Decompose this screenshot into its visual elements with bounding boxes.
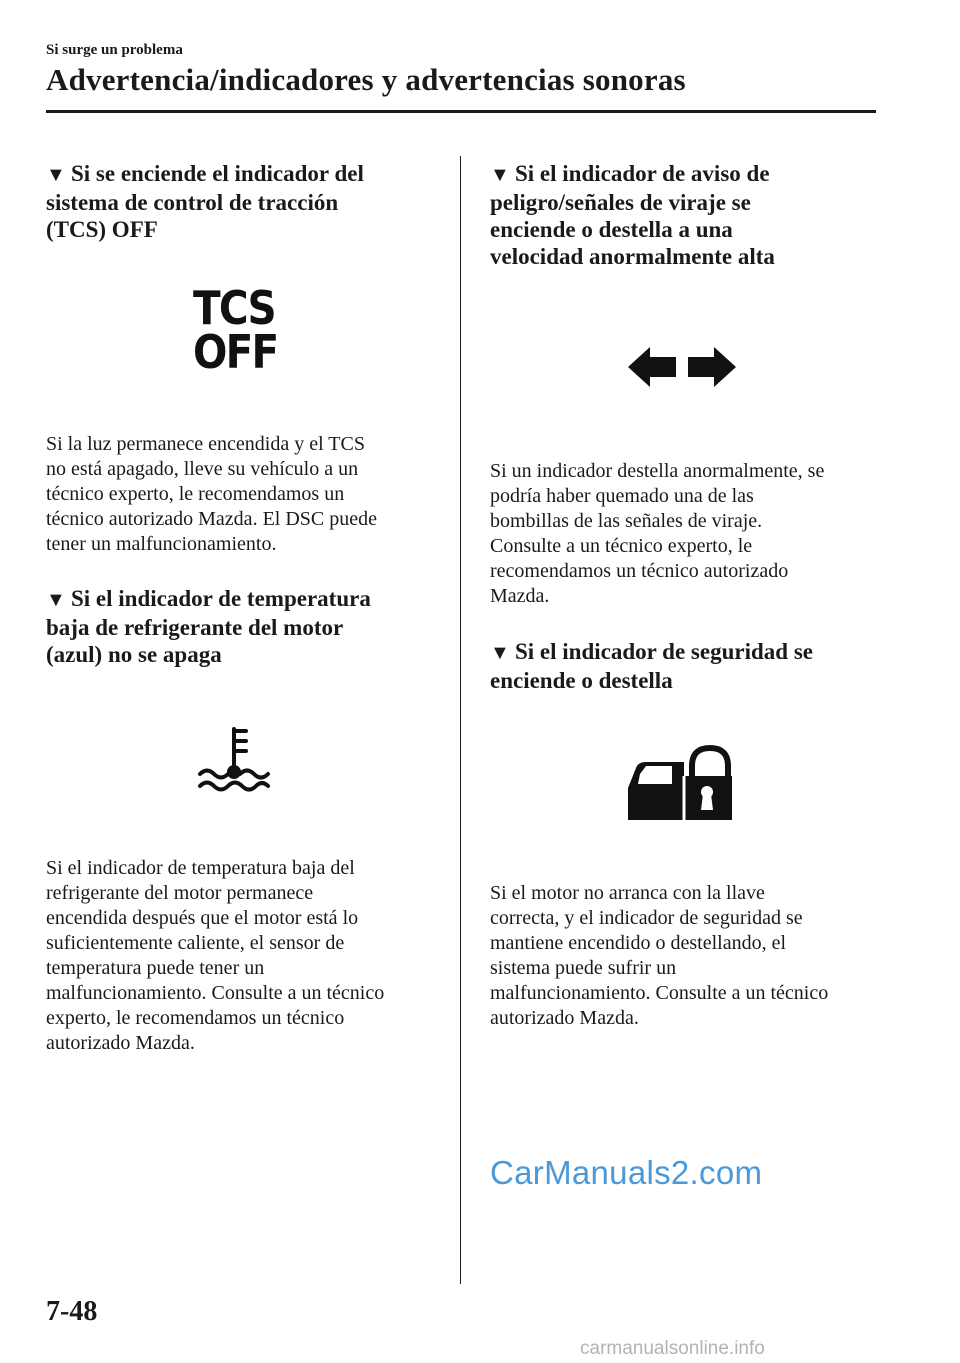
- paragraph-low-coolant-temperature: [46, 856, 384, 1056]
- paragraph-line: Si un indicador destella anormalmente, se: [490, 460, 825, 482]
- watermark-carmanuals2: CarManuals2.com: [490, 1154, 763, 1191]
- paragraph-line: técnico autorizado Mazda. El DSC puede: [46, 508, 377, 530]
- paragraph-line: experto, le recomendamos un técnico: [46, 1007, 345, 1029]
- paragraph-security-indicator: [490, 881, 828, 1031]
- paragraph-line: Si el indicador de temperatura baja del: [46, 857, 355, 879]
- paragraph-line: no está apagado, lleve su vehículo a un: [46, 458, 359, 480]
- heading-tcs-off: [46, 160, 364, 243]
- paragraph-line: Si la luz permanece encendida y el TCS: [46, 433, 365, 455]
- triangle-bullet-icon: ▼: [46, 164, 66, 186]
- heading-turn-signals: [490, 160, 775, 270]
- paragraph-line: Consulte a un técnico experto, le: [490, 535, 753, 557]
- paragraph-tcs-off: [46, 432, 377, 557]
- column-divider: [460, 156, 461, 1284]
- heading-line: enciende o destella a una: [490, 217, 733, 242]
- heading-line: peligro/señales de viraje se: [490, 190, 751, 215]
- chapter-label: Si surge un problema: [46, 42, 183, 58]
- paragraph-line: sistema puede sufrir un: [490, 957, 677, 979]
- section-title: Advertencia/indicadores y advertencias sonoras: [46, 62, 686, 97]
- paragraph-line: temperatura puede tener un: [46, 957, 265, 979]
- paragraph-line: mantiene encendido o destellando, el: [490, 932, 787, 954]
- paragraph-line: técnico experto, le recomendamos un: [46, 483, 345, 505]
- paragraph-line: recomendamos un técnico autorizado: [490, 560, 789, 582]
- triangle-bullet-icon: ▼: [490, 642, 510, 664]
- paragraph-line: malfuncionamiento. Consulte a un técnico: [46, 982, 385, 1004]
- heading-line: sistema de control de tracción: [46, 190, 339, 215]
- paragraph-line: encendida después que el motor está lo: [46, 907, 359, 929]
- paragraph-line: Si el motor no arranca con la llave: [490, 882, 765, 904]
- heading-security-indicator: [490, 638, 813, 694]
- heading-line: Si el indicador de aviso de: [515, 161, 770, 186]
- paragraph-line: correcta, y el indicador de seguridad se: [490, 907, 803, 929]
- heading-line: Si se enciende el indicador del: [71, 161, 364, 186]
- low-coolant-temperature-icon: [196, 724, 272, 794]
- paragraph-line: refrigerante del motor permanece: [46, 882, 314, 904]
- off-icon-text: OFF: [193, 325, 278, 379]
- triangle-bullet-icon: ▼: [490, 164, 510, 186]
- page-number: 7-48: [46, 1296, 98, 1327]
- heading-line: baja de refrigerante del motor: [46, 615, 344, 640]
- tcs-off-icon: [193, 281, 278, 380]
- triangle-bullet-icon: ▼: [46, 589, 66, 611]
- paragraph-line: bombillas de las señales de viraje.: [490, 510, 763, 532]
- heading-line: enciende o destella: [490, 668, 673, 693]
- heading-line: (TCS) OFF: [46, 217, 158, 242]
- heading-low-coolant-temperature: [46, 585, 371, 668]
- security-lock-icon: [626, 744, 732, 822]
- watermark-carmanualsonline: carmanualsonline.info: [580, 1338, 765, 1359]
- heading-line: Si el indicador de seguridad se: [515, 639, 813, 664]
- heading-line: Si el indicador de temperatura: [71, 586, 371, 611]
- paragraph-turn-signals: [490, 459, 824, 609]
- paragraph-line: tener un malfuncionamiento.: [46, 533, 277, 555]
- heading-line: velocidad anormalmente alta: [490, 244, 775, 269]
- paragraph-line: autorizado Mazda.: [46, 1032, 195, 1054]
- paragraph-line: autorizado Mazda.: [490, 1007, 639, 1029]
- paragraph-line: podría haber quemado una de las: [490, 485, 754, 507]
- tcs-icon-text: TCS: [193, 281, 275, 335]
- paragraph-line: Mazda.: [490, 585, 550, 607]
- header-rule: [46, 110, 876, 113]
- turn-signal-arrows-icon: [626, 344, 738, 390]
- paragraph-line: malfuncionamiento. Consulte a un técnico: [490, 982, 829, 1004]
- paragraph-line: suficientemente caliente, el sensor de: [46, 932, 345, 954]
- heading-line: (azul) no se apaga: [46, 642, 222, 667]
